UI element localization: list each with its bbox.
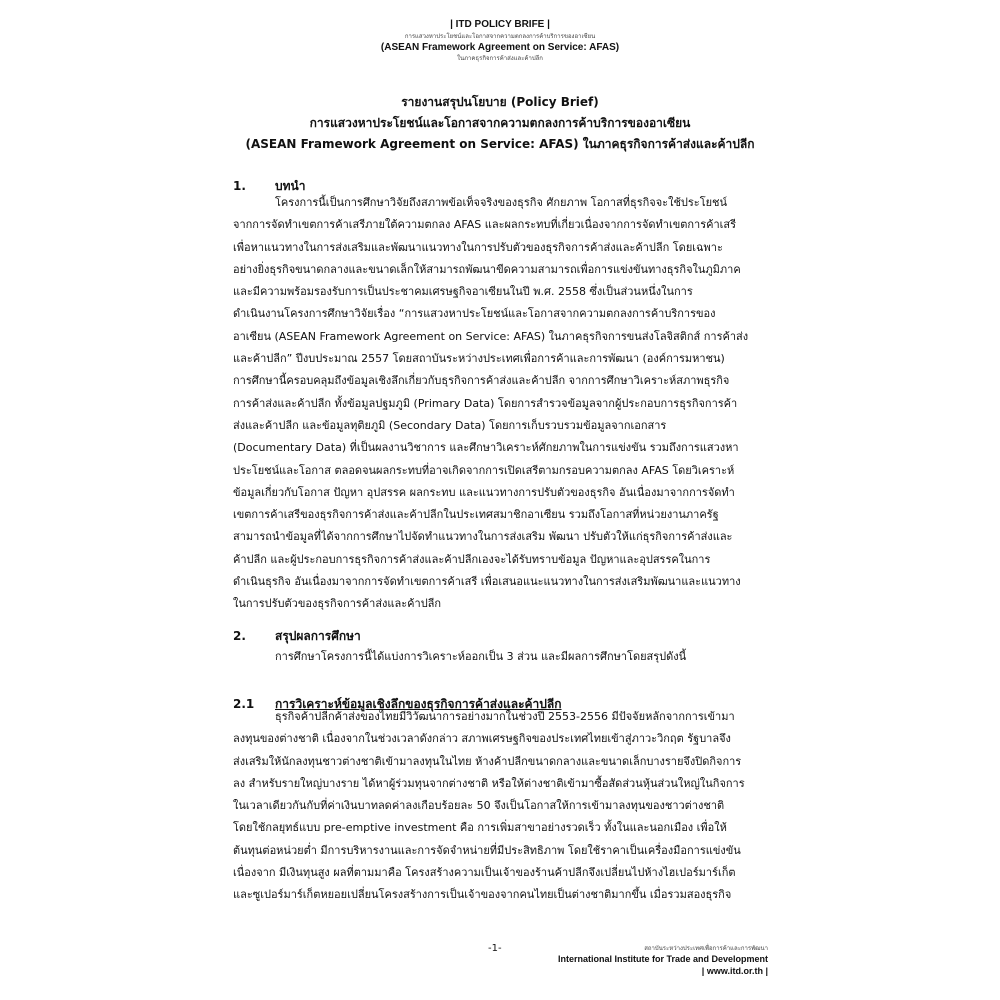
document-header [0,18,1000,63]
header-title: | ITD POLICY BRIFE | [450,19,550,30]
paragraph-line: ส่งเสริมให้นักลงทุนชาวต่างชาติเข้ามาลงทุนในไทย ห้างค้าปลีกขนาดกลางและขนาดเล็กบางรายจึงปิดกิจการ [233,754,742,768]
title-line-1: รายงานสรุปนโยบาย (Policy Brief) [401,95,599,109]
document-footer [558,944,768,977]
paragraph-line: ดำเนินงานโครงการศึกษาวิจัยเรื่อง “การแสวงหาประโยชน์และโอกาสจากความตกลงการค้าบริการของ [233,307,716,321]
paragraph-line: เนื่องจาก มีเงินทุนสูง ผลที่ตามมาคือ โครงสร้างความเป็นเจ้าของร้านค้าปลีกจึงเปลี่ยนไปห้างไฮเปอร์มาร์เก็ต [233,866,736,880]
section-2-1-number: 2.1 [233,697,255,711]
title-line-3: (ASEAN Framework Agreement on Service: AFAS) ในภาคธุรกิจการค้าส่งและค้าปลีก [245,137,755,151]
section-2-body [233,646,773,668]
section-1-title: บทนำ [275,179,306,193]
paragraph-line: ลง สำหรับรายใหญ่บางราย ได้หาผู้ร่วมทุนจากต่างชาติ หรือให้ต่างชาติเข้ามาซื้อสัดส่วนหุ้นส่วนใหญ่ในกิจการ [233,776,745,790]
paragraph-line: ดำเนินธุรกิจ อันเนื่องมาจากการจัดทำเขตการค้าเสรี เพื่อเสนอแนะแนวทางในการส่งเสริมพัฒนาและแนวทาง [233,575,741,589]
section-2-1-body [233,706,773,907]
section-2-1-title: การวิเคราะห์ข้อมูลเชิงลึกของธุรกิจการค้าส่งและค้าปลีก [275,697,562,711]
header-subtitle-english: (ASEAN Framework Agreement on Service: AFAS) [380,42,620,53]
paragraph-line: (Documentary Data) ที่เป็นผลงานวิชาการ และศึกษาวิเคราะห์ศักยภาพในการแข่งขัน รวมถึงการแสวงหา [233,441,739,455]
header-subtitle-thai: การแสวงหาประโยชน์และโอกาสจากความตกลงการค้าบริการของอาเซียน [404,33,596,40]
section-1-number: 1. [233,179,246,193]
paragraph-line: ข้อมูลเกี่ยวกับโอกาส ปัญหา อุปสรรค ผลกระทบ และแนวทางการปรับตัวของธุรกิจ อันเนื่องมาจากการจัดทำ [233,485,735,499]
paragraph-line: จากการจัดทำเขตการค้าเสรีภายใต้ความตกลง AFAS และผลกระทบที่เกี่ยวเนื่องจากการจัดทำเขตการค้าเสรี [233,218,737,232]
paragraph-line: เขตการค้าเสรีของธุรกิจการค้าส่งและค้าปลีกในประเทศสมาชิกอาเซียน รวมถึงโอกาสที่หน่วยงานภาครัฐ [233,508,719,522]
paragraph-line: และมีความพร้อมรองรับการเป็นประชาคมเศรษฐกิจอาเซียนในปี พ.ศ. 2558 ซึ่งเป็นส่วนหนึ่งในการ [233,285,693,299]
paragraph-line: การศึกษาโครงการนี้ได้แบ่งการวิเคราะห์ออกเป็น 3 ส่วน และมีผลการศึกษาโดยสรุปดังนี้ [275,650,687,663]
footer-website: | www.itd.or.th | [701,966,768,976]
paragraph-line: ประโยชน์และโอกาส ตลอดจนผลกระทบที่อาจเกิดจากการเปิดเสรีตามกรอบความตกลง AFAS โดยวิเคราะห์ [233,463,735,477]
footer-institute-thai: สถาบันระหว่างประเทศเพื่อการค้าและการพัฒนา [644,945,768,952]
paragraph-line: เพื่อหาแนวทางในการส่งเสริมและพัฒนาแนวทางในการปรับตัวของธุรกิจการค้าส่งและค้าปลีก โดยเฉพาะ [233,240,723,254]
paragraph-line: การค้าส่งและค้าปลีก ทั้งข้อมูลปฐมภูมิ (Primary Data) โดยการสำรวจข้อมูลจากผู้ประกอบการธุรกิจการค้า [233,396,738,410]
paragraph-line: ส่งและค้าปลีก และข้อมูลทุติยภูมิ (Secondary Data) โดยการเก็บรวบรวมข้อมูลจากเอกสาร [233,418,667,432]
paragraph-line: ค้าปลีก และผู้ประกอบการธุรกิจการค้าส่งและค้าปลีกเองจะได้รับทราบข้อมูล ปัญหาและอุปสรรคในการ [233,552,711,566]
section-1-body [233,192,773,616]
title-line-2: การแสวงหาประโยชน์และโอกาสจากความตกลงการค้าบริการของอาเซียน [309,116,691,130]
paragraph-line: ในการปรับตัวของธุรกิจการค้าส่งและค้าปลีก [233,597,442,611]
paragraph-line: และซูเปอร์มาร์เก็ตหยอยเปลี่ยนโครงสร้างการเป็นเจ้าของจากคนไทยเป็นต่างชาติมากขึ้น เมื่อรวมสองธุรกิจ [233,888,732,902]
section-2-heading [233,626,361,646]
document-title [0,92,1000,155]
paragraph-line: โดยใช้กลยุทธ์แบบ pre-emptive investment คือ การเพิ่มสาขาอย่างรวดเร็ว ทั้งในและนอกเมือง เพื่อให้ [233,821,727,835]
section-2-number: 2. [233,629,246,643]
paragraph-line: ต้นทุนต่อหน่วยต่ำ มีการบริหารงานและการจัดจำหน่ายที่มีประสิทธิภาพ โดยใช้ราคาเป็นเครื่องมือการแข่งขัน [233,843,741,857]
section-2-title: สรุปผลการศึกษา [275,629,361,643]
paragraph-line: การศึกษานี้ครอบคลุมถึงข้อมูลเชิงลึกเกี่ยวกับธุรกิจการค้าส่งและค้าปลีก จากการศึกษาวิเคราะห์สภาพธุรกิจ [233,374,730,388]
paragraph-line: ในเวลาเดียวกันกับที่ค่าเงินบาทลดค่าลงเกือบร้อยละ 50 จึงเป็นโอกาสให้การเข้ามาลงทุนของชาวต่างชาติ [233,799,725,813]
header-sector: ในภาคธุรกิจการค้าส่งและค้าปลีก [457,55,543,62]
paragraph-line: และค้าปลีก” ปีงบประมาณ 2557 โดยสถาบันระหว่างประเทศเพื่อการค้าและการพัฒนา (องค์การมหาชน) [233,352,725,366]
paragraph-line: ธุรกิจค้าปลีกค้าส่งของไทยมีวิวัฒนาการอย่างมากในช่วงปี 2553-2556 มีปัจจัยหลักจากการเข้ามา [275,710,735,723]
paragraph-line: โครงการนี้เป็นการศึกษาวิจัยถึงสภาพข้อเท็จจริงของธุรกิจ ศักยภาพ โอกาสที่ธุรกิจจะใช้ประโยชน์ [275,196,728,209]
paragraph-line: สามารถนำข้อมูลที่ได้จากการศึกษาไปจัดทำแนวทางในการส่งเสริม พัฒนา ปรับตัวให้แก่ธุรกิจการค้าส่งและ [233,530,733,544]
paragraph-line: อาเซียน (ASEAN Framework Agreement on Service: AFAS) ในภาคธุรกิจการขนส่งโลจิสติกส์ การค้าส่ง [233,329,749,343]
paragraph-line: ลงทุนของต่างชาติ เนื่องจากในช่วงเวลาดังกล่าว สภาพเศรษฐกิจของประเทศไทยเข้าสู่ภาวะวิกฤต รัฐบาลจึง [233,732,731,746]
page-number: -1- [488,943,502,954]
paragraph-line: อย่างยิ่งธุรกิจขนาดกลางและขนาดเล็กให้สามารถพัฒนาขีดความสามารถเพื่อการแข่งขันทางธุรกิจในภูมิภาค [233,262,741,276]
footer-institute-english: International Institute for Trade and Development [557,954,768,964]
